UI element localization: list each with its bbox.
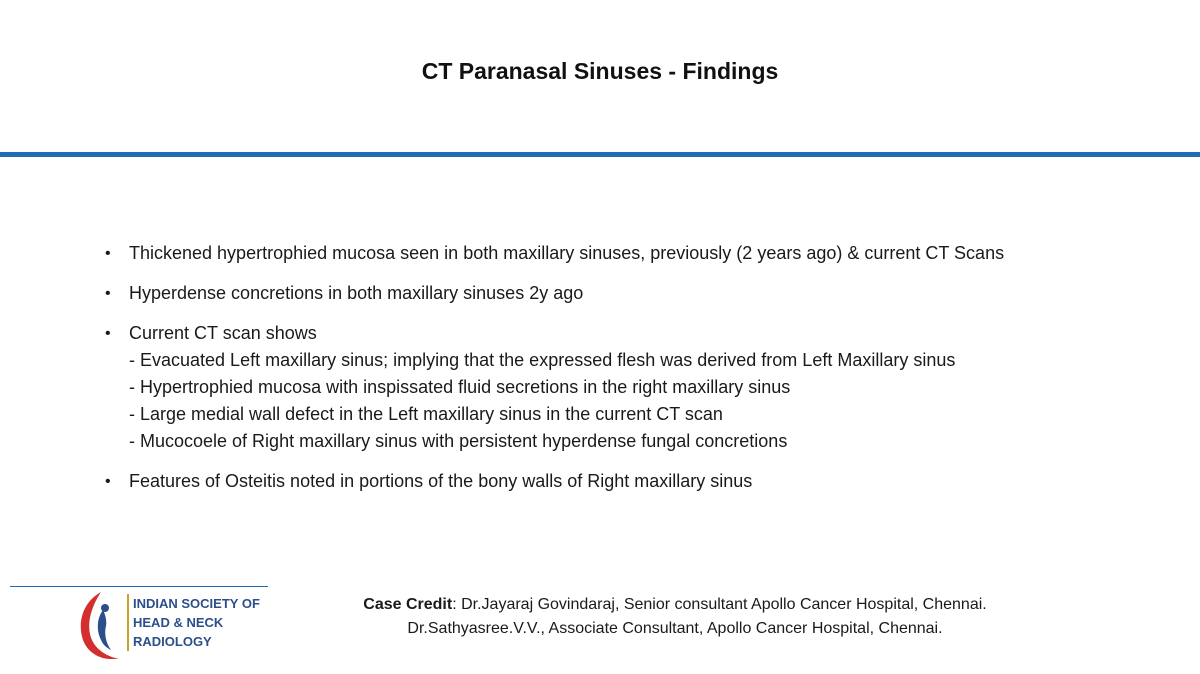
sub-item-1: - Evacuated Left maxillary sinus; implying that the expressed flesh was derived from Left Maxillary sinus [129, 350, 956, 370]
credit-line-2: Dr.Sathyasree.V.V., Associate Consultant, Apollo Cancer Hospital, Chennai. [407, 620, 943, 637]
bullet-text: Thickened hypertrophied mucosa seen in both maxillary sinuses, previously (2 years ago) & current CT Scans [129, 243, 1005, 263]
logo-text [127, 594, 260, 651]
bullet-dot: • [105, 245, 111, 262]
sub-item-4: - Mucocoele of Right maxillary sinus with persistent hyperdense fungal concretions [129, 431, 788, 451]
sub-item-2: - Hypertrophied mucosa with inspissated fluid secretions in the right maxillary sinus [129, 377, 791, 397]
logo-line-3: RADIOLOGY [133, 634, 212, 649]
logo-line-1: INDIAN SOCIETY OF [133, 596, 260, 611]
credit-text-1: : Dr.Jayaraj Govindaraj, Senior consultant Apollo Cancer Hospital, Chennai. [452, 596, 987, 613]
society-logo [75, 588, 275, 664]
bullet-dot: • [105, 473, 111, 490]
slide-title: CT Paranasal Sinuses - Findings [421, 58, 779, 84]
credit-label: Case Credit [363, 596, 453, 613]
sub-item-3: - Large medial wall defect in the Left maxillary sinus in the current CT scan [129, 404, 723, 424]
bullet-item-2 [105, 280, 1185, 307]
title-divider [0, 152, 1200, 157]
bullet-dot: • [105, 325, 111, 342]
bullet-text: Features of Osteitis noted in portions of the bony walls of Right maxillary sinus [129, 471, 753, 491]
bullet-item-3 [105, 320, 1185, 455]
bullet-item-4 [105, 468, 1185, 495]
bullet-text: Hyperdense concretions in both maxillary sinuses 2y ago [129, 283, 584, 303]
bullet-text: Current CT scan shows [129, 323, 317, 343]
logo-line-2: HEAD & NECK [133, 615, 224, 630]
case-credit [300, 593, 1050, 641]
bullet-dot: • [105, 285, 111, 302]
credit-line-1 [300, 593, 1050, 617]
bullet-item-1 [105, 240, 1185, 267]
logo-divider [10, 586, 268, 587]
findings-list [105, 240, 1185, 508]
logo-emblem-icon [75, 588, 125, 664]
